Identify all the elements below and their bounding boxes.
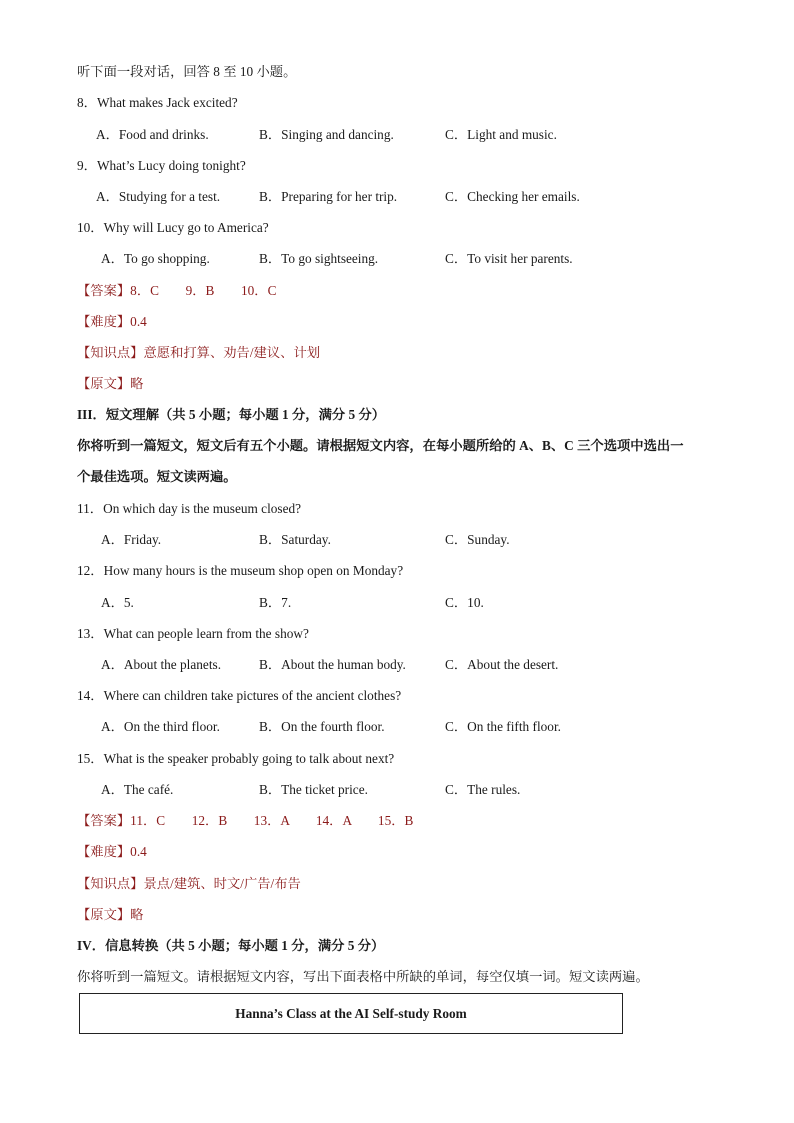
q15-option-b: B．The ticket price.	[259, 782, 368, 797]
q13-option-b: B．About the human body.	[259, 657, 406, 672]
q11-option-c: C．Sunday.	[445, 532, 510, 547]
q8-option-c: C．Light and music.	[445, 127, 557, 142]
q9-option-c: C．Checking her emails.	[445, 189, 580, 204]
difficulty-1: 【难度】0.4	[77, 314, 147, 329]
q12-option-a: A．5.	[101, 595, 134, 610]
q12-option-b: B．7.	[259, 595, 292, 610]
section-3-instructions-line-2: 个最佳选项。短文读两遍。	[77, 469, 237, 484]
question-15: 15．What is the speaker probably going to talk about next?	[77, 751, 395, 766]
knowledge-points-2: 【知识点】景点/建筑、时文/广告/布告	[77, 876, 301, 891]
q11-option-a: A．Friday.	[101, 532, 162, 547]
section-4-instructions: 你将听到一篇短文。请根据短文内容，写出下面表格中所缺的单词，每空仅填一词。短文读两遍。	[77, 969, 649, 984]
question-13: 13．What can people learn from the show?	[77, 626, 309, 641]
q9-option-b: B．Preparing for her trip.	[259, 189, 398, 204]
q8-option-b: B．Singing and dancing.	[259, 127, 394, 142]
q12-option-c: C．10.	[445, 595, 484, 610]
question-12: 12．How many hours is the museum shop open on Monday?	[77, 563, 404, 578]
question-14: 14．Where can children take pictures of the ancient clothes?	[77, 688, 402, 703]
intro-text: 听下面一段对话，回答 8 至 10 小题。	[77, 64, 297, 79]
question-11: 11．On which day is the museum closed?	[77, 501, 302, 516]
section-4-title: IV．信息转换（共 5 小题；每小题 1 分，满分 5 分）	[77, 938, 385, 953]
q14-option-a: A．On the third floor.	[101, 719, 220, 734]
table-title: Hanna’s Class at the AI Self-study Room	[235, 1005, 467, 1021]
q15-option-c: C．The rules.	[445, 782, 521, 797]
answer-key-2: 【答案】11．C 12．B 13．A 14．A 15．B	[77, 813, 414, 828]
q14-option-c: C．On the fifth floor.	[445, 719, 561, 734]
q10-option-a: A．To go shopping.	[101, 251, 210, 266]
question-9: 9．What’s Lucy doing tonight?	[77, 158, 246, 173]
section-3-title: III．短文理解（共 5 小题；每小题 1 分，满分 5 分）	[77, 407, 386, 422]
answer-key-1: 【答案】8．C 9．B 10．C	[77, 283, 277, 298]
original-text-2: 【原文】略	[77, 907, 144, 922]
question-10: 10．Why will Lucy go to America?	[77, 220, 269, 235]
original-text-1: 【原文】略	[77, 376, 144, 391]
q10-option-c: C．To visit her parents.	[445, 251, 573, 266]
q13-option-c: C．About the desert.	[445, 657, 559, 672]
table-title-box	[79, 993, 623, 1034]
q14-option-b: B．On the fourth floor.	[259, 719, 385, 734]
q13-option-a: A．About the planets.	[101, 657, 222, 672]
q9-option-a: A．Studying for a test.	[96, 189, 221, 204]
question-8: 8．What makes Jack excited?	[77, 95, 238, 110]
q15-option-a: A．The café.	[101, 782, 174, 797]
difficulty-2: 【难度】0.4	[77, 844, 147, 859]
q11-option-b: B．Saturday.	[259, 532, 331, 547]
q8-option-a: A．Food and drinks.	[96, 127, 209, 142]
q10-option-b: B．To go sightseeing.	[259, 251, 379, 266]
knowledge-points-1: 【知识点】意愿和打算、劝告/建议、计划	[77, 345, 321, 360]
section-3-instructions-line-1: 你将听到一篇短文，短文后有五个小题。请根据短文内容，在每小题所给的 A、B、C 三个选项中选出一	[77, 438, 684, 453]
